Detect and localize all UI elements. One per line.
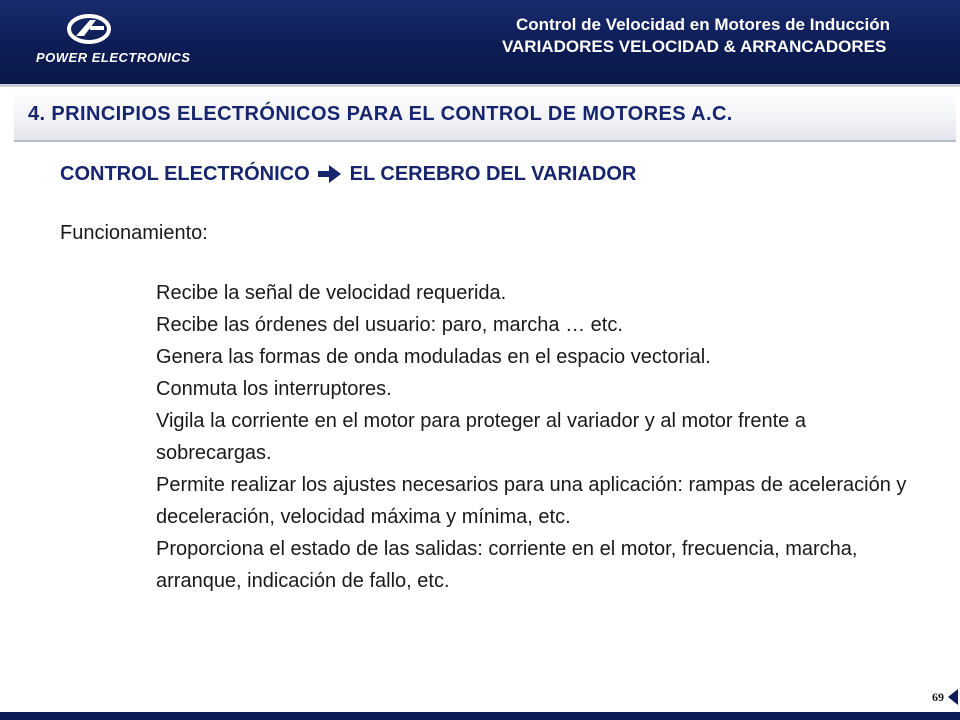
function-list — [156, 277, 916, 597]
list-item: Genera las formas de onda moduladas en el espacio vectorial. — [156, 346, 711, 368]
logo-text: POWER ELECTRONICS — [36, 50, 191, 65]
triangle-left-icon[interactable] — [948, 689, 958, 705]
subtitle-left: CONTROL ELECTRÓNICO — [60, 162, 310, 185]
footer-bar — [0, 712, 960, 720]
list-item: Recibe la señal de velocidad requerida. — [156, 282, 507, 304]
page-number: 69 — [932, 690, 944, 704]
subtitle-right: EL CEREBRO DEL VARIADOR — [349, 162, 637, 185]
power-electronics-logo-icon — [66, 14, 112, 44]
list-item: Recibe las órdenes del usuario: paro, marcha … etc. — [156, 314, 623, 336]
slide-content — [60, 158, 920, 597]
header-title-line2: VARIADORES VELOCIDAD & ARRANCADORES — [501, 37, 887, 56]
section-title-bar — [14, 90, 956, 142]
list-item: Proporciona el estado de las salidas: corriente en el motor, frecuencia, marcha, arranque, indicación de fallo, etc. — [156, 538, 858, 592]
list-item: Permite realizar los ajustes necesarios para una aplicación: rampas de aceleración y deceleración, velocidad máxima y mínima, etc. — [156, 474, 907, 528]
list-item: Conmuta los interruptores. — [156, 378, 392, 400]
list-item: Vigila la corriente en el motor para proteger al variador y al motor frente a sobrecargas. — [156, 410, 806, 464]
section-title: 4. PRINCIPIOS ELECTRÓNICOS PARA EL CONTROL DE MOTORES A.C. — [28, 103, 733, 125]
funcionamiento-label: Funcionamiento: — [60, 222, 208, 244]
header-titles — [502, 14, 890, 58]
header-title-line1: Control de Velocidad en Motores de Inducción — [515, 15, 890, 34]
subtitle — [60, 158, 920, 190]
arrow-right-icon — [318, 164, 342, 184]
header-banner — [0, 0, 960, 87]
